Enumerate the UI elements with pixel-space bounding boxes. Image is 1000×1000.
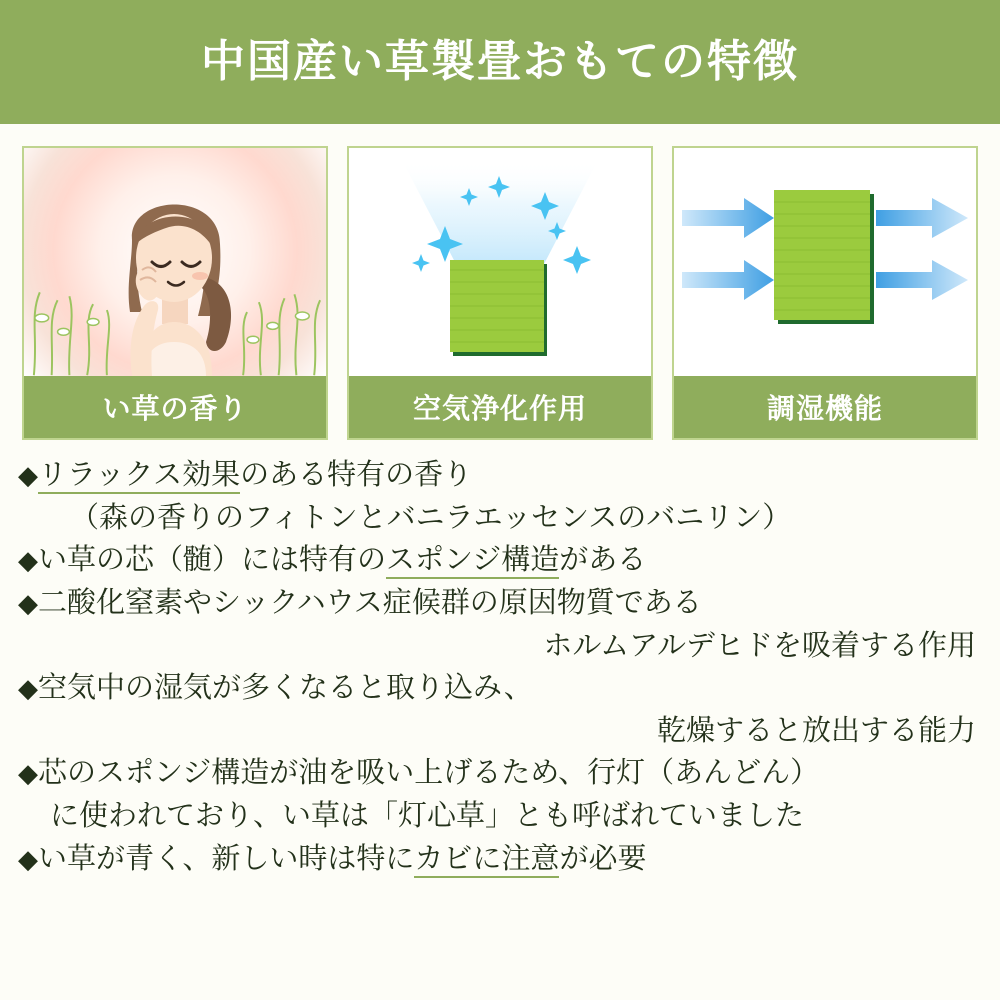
bullet-line: [18, 582, 982, 625]
feature-bullet-list: [0, 440, 1000, 880]
feature-card-caption: い草の香り: [24, 376, 326, 438]
bullet-line: [18, 625, 982, 668]
bullet-line: [18, 539, 982, 582]
scent-figure: [24, 148, 326, 376]
bullet-line: [18, 497, 982, 540]
bullet-text: 二酸化窒素やシックハウス症候群の原因物質である: [38, 586, 702, 619]
bullet-highlight: スポンジ構造: [386, 544, 559, 579]
bullet-mark: ◆: [18, 545, 38, 576]
bullet-mark: ◆: [18, 843, 38, 874]
bullet-line: [18, 710, 982, 753]
bullet-line: [18, 667, 982, 710]
bullet-line: [18, 752, 982, 795]
humidity-control-icon: [674, 148, 976, 376]
bullet-mark: ◆: [18, 758, 38, 789]
page-header: [0, 0, 1000, 124]
bullet-mark: ◆: [18, 587, 38, 618]
bullet-text: のある特有の香り: [240, 459, 473, 491]
bullet-text: が必要: [559, 842, 647, 875]
feature-card-caption: 空気浄化作用: [349, 376, 651, 438]
bullet-text: 空気中の湿気が多くなると取り込み、: [38, 672, 533, 705]
feature-card-row: [0, 124, 1000, 440]
bullet-text: に使われており、い草は「灯心草」とも呼ばれていました: [50, 800, 805, 832]
bullet-mark: ◆: [18, 460, 38, 490]
bullet-text: がある: [559, 544, 647, 577]
air-purification-icon: [349, 148, 651, 376]
bullet-highlight: カビに注意: [414, 843, 559, 878]
bullet-text: ホルムアルデヒドを吸着する作用: [543, 629, 976, 662]
bullet-text: い草が青く、新しい時は特に: [38, 842, 415, 875]
feature-card-scent: [22, 146, 328, 440]
bullet-text: （森の香りのフィトンとバニラエッセンスのバニリン）: [70, 501, 792, 534]
bullet-text: い草の芯（髄）には特有の: [38, 544, 387, 577]
bullet-text: 乾燥すると放出する能力: [656, 714, 976, 747]
bullet-text: 芯のスポンジ構造が油を吸い上げるため、行灯（あんどん）: [38, 757, 820, 790]
bullet-line: [18, 454, 982, 497]
feature-card-caption: 調湿機能: [674, 376, 976, 438]
bullet-highlight: リラックス効果: [38, 459, 240, 494]
bullet-mark: ◆: [18, 673, 38, 704]
air-purification-figure: [349, 148, 651, 376]
bullet-line: [18, 838, 982, 881]
woman-illustration-icon: [70, 166, 280, 376]
feature-card-humidity: [672, 146, 978, 440]
feature-card-air-purification: [347, 146, 653, 440]
humidity-figure: [674, 148, 976, 376]
bullet-line: [18, 795, 982, 838]
page-title: 中国産い草製畳おもての特徴: [201, 37, 799, 86]
